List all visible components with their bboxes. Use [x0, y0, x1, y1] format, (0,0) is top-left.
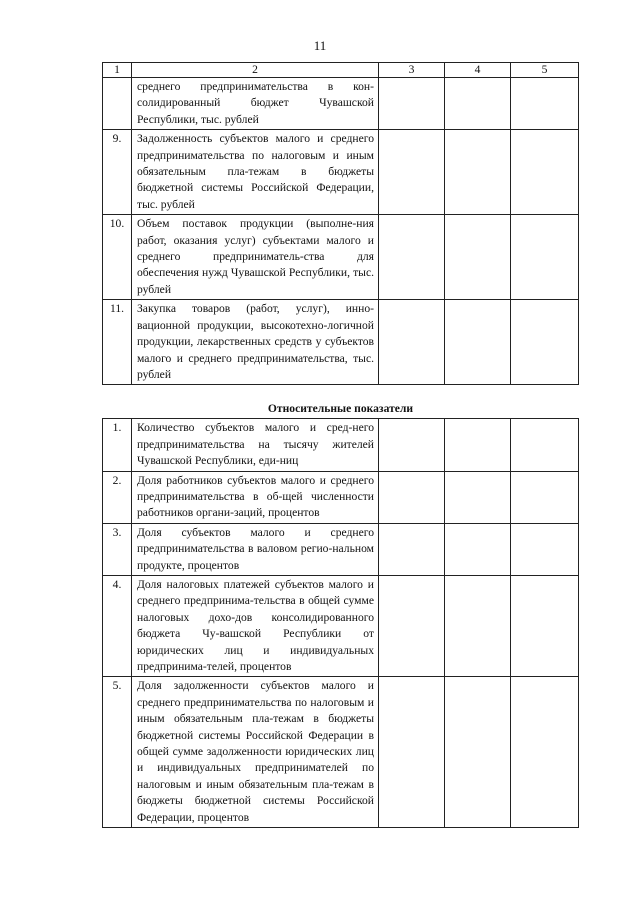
row-number: 1. [103, 419, 132, 471]
value-cell-3 [379, 130, 445, 215]
table-row [103, 419, 579, 471]
table-row [103, 300, 579, 385]
page-number: 11 [313, 38, 327, 53]
row-number: 11. [103, 300, 132, 385]
section-title: Относительные показатели [103, 385, 579, 419]
row-number: 4. [103, 575, 132, 676]
header-row [103, 63, 579, 78]
value-cell-4 [445, 215, 511, 300]
value-cell-4 [445, 300, 511, 385]
value-cell-3 [379, 78, 445, 130]
value-cell-4 [445, 575, 511, 676]
indicator-name: Количество субъектов малого и сред-него предпринимательства на тысячу жителей Чувашской Республики, еди-ниц [132, 419, 379, 471]
row-number: 2. [103, 471, 132, 523]
value-cell-3 [379, 215, 445, 300]
value-cell-4 [445, 419, 511, 471]
value-cell-5 [511, 575, 579, 676]
value-cell-5 [511, 677, 579, 828]
indicator-name: Объем поставок продукции (выполне-ния работ, оказания услуг) субъектами малого и среднего предприниматель-ства для обеспечения нужд Чувашской Республики, тыс. рублей [132, 215, 379, 300]
value-cell-5 [511, 78, 579, 130]
value-cell-3 [379, 575, 445, 676]
row-number: 9. [103, 130, 132, 215]
value-cell-3 [379, 471, 445, 523]
value-cell-3 [379, 523, 445, 575]
section-row [103, 385, 579, 419]
indicator-name: Закупка товаров (работ, услуг), инно-вационной продукции, высокотехно-логичной продукции, лекарственных средств у субъектов малого и среднего предпринимательства, тыс. рублей [132, 300, 379, 385]
value-cell-3 [379, 419, 445, 471]
indicator-name: Доля работников субъектов малого и среднего предпринимательства в об-щей численности работников органи-заций, процентов [132, 471, 379, 523]
value-cell-4 [445, 78, 511, 130]
indicator-name: среднего предпринимательства в кон-солидированный бюджет Чувашской Республики, тыс. рублей [132, 78, 379, 130]
table-row [103, 677, 579, 828]
value-cell-4 [445, 677, 511, 828]
table-row [103, 575, 579, 676]
value-cell-5 [511, 130, 579, 215]
table-row [103, 215, 579, 300]
table-row [103, 78, 579, 130]
header-cell-3: 3 [379, 63, 445, 78]
value-cell-5 [511, 523, 579, 575]
indicator-name: Доля субъектов малого и среднего предпринимательства в валовом регио-нальном продукте, процентов [132, 523, 379, 575]
table-row [103, 471, 579, 523]
value-cell-5 [511, 419, 579, 471]
table-row [103, 523, 579, 575]
indicator-name: Доля задолженности субъектов малого и среднего предпринимательства по налоговым и иным обязательным пла-тежам в бюджеты бюджетной системы Российской Федерации в общей сумме задолженности юридических лиц и индивидуальных предпринимателей по налоговым и иным обязательным пла-тежам в бюджеты бюджетной системы Российской Федерации, процентов [132, 677, 379, 828]
header-cell-4: 4 [445, 63, 511, 78]
indicator-name: Доля налоговых платежей субъектов малого и среднего предпринима-тельства в общей сумме налоговых дохо-дов консолидированного бюджета Чу-вашской Республики от юридических лиц и индивидуальных предпринима-телей, процентов [132, 575, 379, 676]
table-row [103, 130, 579, 215]
row-number: 5. [103, 677, 132, 828]
indicator-name: Задолженность субъектов малого и среднего предпринимательства по налоговым и иным обязательным пла-тежам в бюджеты бюджетной системы Российской Федерации, тыс. рублей [132, 130, 379, 215]
value-cell-3 [379, 677, 445, 828]
value-cell-5 [511, 300, 579, 385]
header-cell-5: 5 [511, 63, 579, 78]
row-number [103, 78, 132, 130]
value-cell-4 [445, 130, 511, 215]
row-number: 3. [103, 523, 132, 575]
value-cell-5 [511, 215, 579, 300]
value-cell-5 [511, 471, 579, 523]
value-cell-3 [379, 300, 445, 385]
header-cell-1: 1 [103, 63, 132, 78]
value-cell-4 [445, 523, 511, 575]
row-number: 10. [103, 215, 132, 300]
indicators-table [102, 62, 579, 828]
header-cell-2: 2 [132, 63, 379, 78]
value-cell-4 [445, 471, 511, 523]
